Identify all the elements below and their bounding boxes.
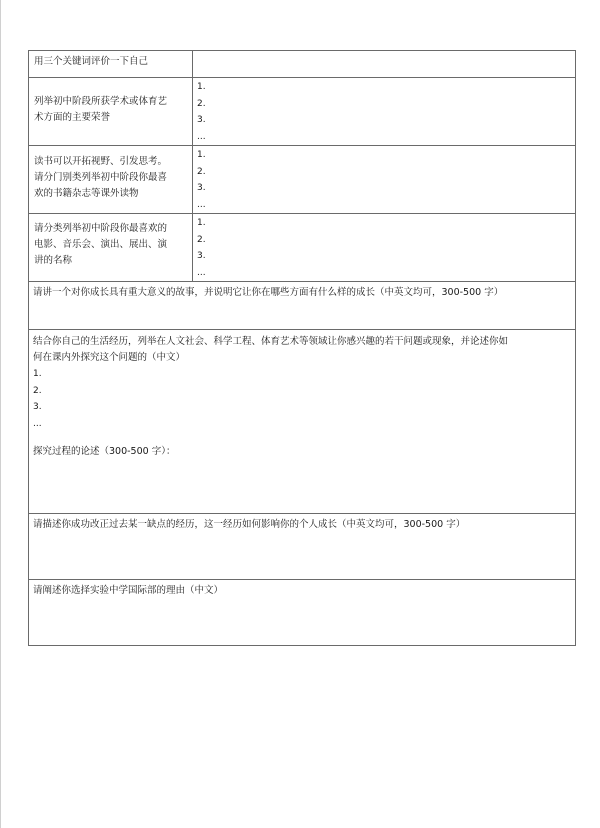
honors-label-line: 术方面的主要荣誉 bbox=[34, 112, 111, 123]
books-row bbox=[29, 146, 576, 214]
inquiry-item: ... bbox=[33, 418, 42, 429]
keywords-answer-cell[interactable] bbox=[193, 51, 576, 78]
books-label-cell bbox=[29, 146, 193, 214]
books-label-line: 请分门别类列举初中阶段你最喜 bbox=[34, 172, 168, 183]
books-item: ... bbox=[197, 199, 206, 210]
keywords-label: 用三个关键词评价一下自己 bbox=[34, 56, 149, 67]
keywords-label-cell bbox=[29, 51, 193, 78]
media-label-line: 讲的名称 bbox=[34, 255, 73, 266]
media-label-cell bbox=[29, 214, 193, 282]
media-answer-cell[interactable] bbox=[193, 214, 576, 282]
books-item: 2. bbox=[197, 166, 206, 177]
page-left-edge bbox=[0, 0, 1, 828]
media-label-line: 请分类列举初中阶段你最喜欢的 bbox=[34, 223, 168, 234]
inquiry-item: 2. bbox=[33, 385, 42, 396]
inquiry-item: 1. bbox=[33, 369, 42, 379]
inquiry-sub-prompt: 探究过程的论述（300-500 字）： bbox=[33, 446, 176, 457]
shortcoming-prompt: 请描述你成功改正过去某一缺点的经历，这一经历如何影响你的个人成长（中英文均可，300-500 字） bbox=[33, 519, 466, 530]
media-item: 1. bbox=[197, 218, 206, 228]
inquiry-prompt-line: 结合你自己的生活经历，列举在人文社会、科学工程、体育艺术等领域让你感兴趣的若干问题或现象，并论述你如 bbox=[33, 336, 509, 347]
books-item: 1. bbox=[197, 150, 206, 160]
inquiry-item: 3. bbox=[33, 402, 42, 412]
honors-label-line: 列举初中阶段所获学术或体育艺 bbox=[34, 96, 168, 107]
media-label-line: 电影、音乐会、演出、展出、演 bbox=[34, 239, 168, 250]
honors-label-cell bbox=[29, 78, 193, 146]
story-prompt: 请讲一个对你成长具有重大意义的故事，并说明它让你在哪些方面有什么样的成长（中英文均可，300-500 字） bbox=[33, 287, 504, 298]
keywords-row bbox=[29, 51, 576, 78]
honors-item: 3. bbox=[197, 115, 206, 125]
application-form-table bbox=[28, 50, 576, 646]
honors-item: 1. bbox=[197, 82, 206, 92]
honors-item: 2. bbox=[197, 98, 206, 109]
books-item: 3. bbox=[197, 183, 206, 193]
honors-answer-cell[interactable] bbox=[193, 78, 576, 146]
reason-row bbox=[29, 580, 576, 646]
shortcoming-cell[interactable] bbox=[29, 514, 576, 580]
honors-row bbox=[29, 78, 576, 146]
honors-item: ... bbox=[197, 131, 206, 142]
shortcoming-row bbox=[29, 514, 576, 580]
reason-cell[interactable] bbox=[29, 580, 576, 646]
media-item: 2. bbox=[197, 234, 206, 245]
story-row bbox=[29, 282, 576, 330]
story-cell[interactable] bbox=[29, 282, 576, 330]
inquiry-row bbox=[29, 330, 576, 514]
reason-prompt: 请阐述你选择实验中学国际部的理由（中文） bbox=[33, 585, 224, 596]
books-answer-cell[interactable] bbox=[193, 146, 576, 214]
books-label-line: 读书可以开拓视野、引发思考。 bbox=[34, 156, 168, 167]
media-row bbox=[29, 214, 576, 282]
inquiry-cell[interactable] bbox=[29, 330, 576, 514]
media-item: 3. bbox=[197, 251, 206, 261]
media-item: ... bbox=[197, 267, 206, 278]
books-label-line: 欢的书籍杂志等课外读物 bbox=[34, 188, 139, 199]
inquiry-prompt-line: 何在课内外探究这个问题的（中文） bbox=[33, 352, 186, 363]
